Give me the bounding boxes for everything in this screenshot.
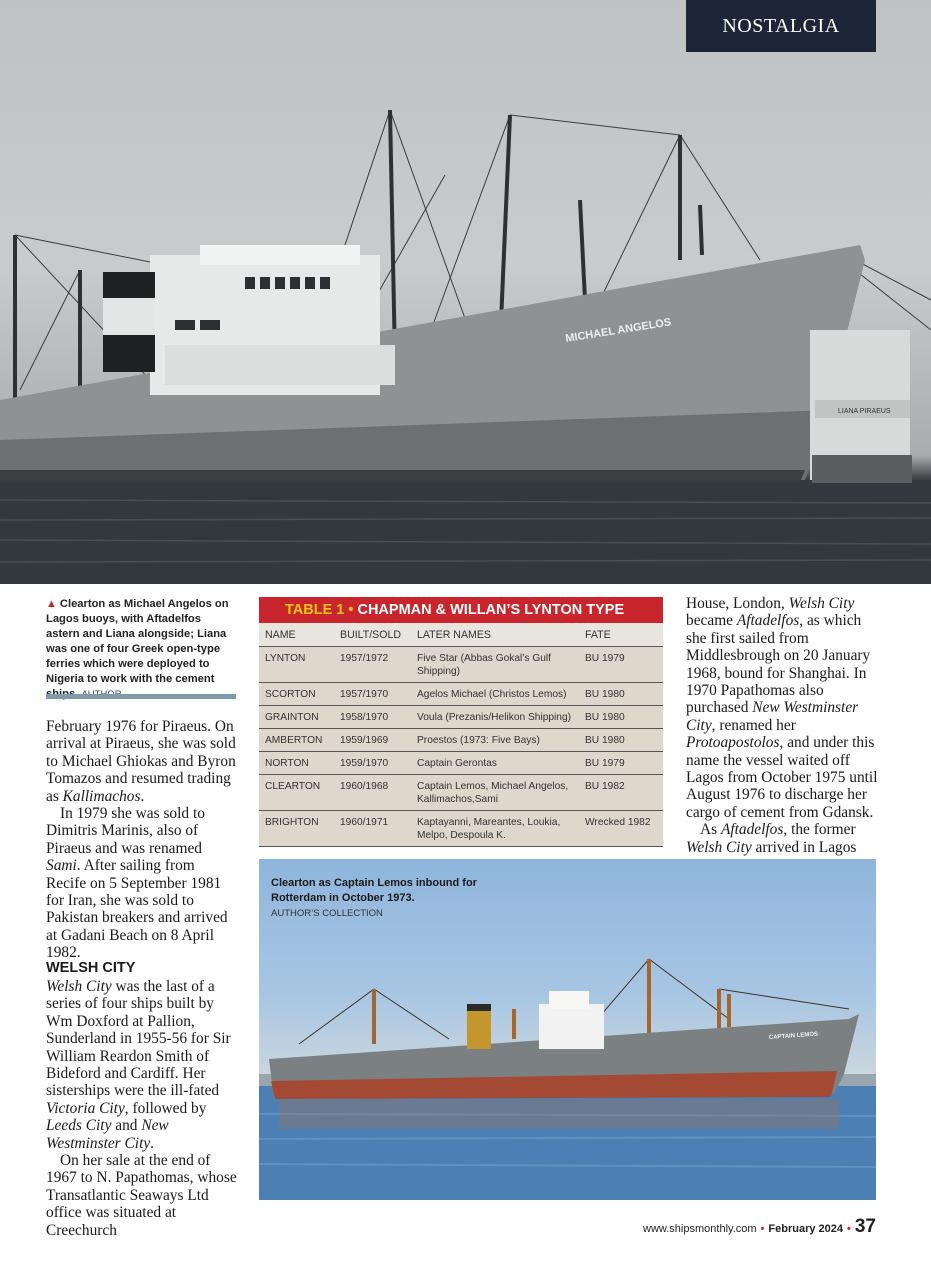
table-title xyxy=(259,597,663,623)
text-run: In 1979 she was sold to Dimitris Marinis, also of Piraeus and was renamed xyxy=(46,805,205,857)
cell-built-sold: 1959/1969 xyxy=(334,729,411,752)
caption-rule xyxy=(46,694,236,699)
bottom-photo-caption xyxy=(271,876,511,921)
text-run: arrived in Lagos xyxy=(751,838,857,856)
ship-name-italic: Welsh City xyxy=(788,595,855,612)
hull-name-text: CAPTAIN LEMOS xyxy=(768,1031,819,1041)
cell-later-names: Captain Lemos, Michael Angelos, Kallimachos,Sami xyxy=(411,775,579,811)
table-row xyxy=(259,729,663,752)
cell-built-sold: 1960/1971 xyxy=(334,811,411,847)
cell-name: GRAINTON xyxy=(259,706,334,729)
footer-separator: • xyxy=(760,1223,765,1235)
top-photo-caption xyxy=(46,597,236,702)
top-photo xyxy=(0,0,931,584)
cell-fate: BU 1980 xyxy=(579,683,663,706)
cell-fate: Wrecked 1982 xyxy=(579,811,663,847)
cell-built-sold: 1957/1970 xyxy=(334,683,411,706)
ship-name-italic: Welsh City xyxy=(686,838,752,856)
data-table xyxy=(259,623,663,847)
ship-name-italic: New Westminster City xyxy=(46,1117,169,1152)
caption-text: Clearton as Captain Lemos inbound for Rotterdam in October 1973. xyxy=(271,877,477,904)
table-row xyxy=(259,706,663,729)
right-paragraph-2 xyxy=(686,821,878,856)
cell-built-sold: 1960/1968 xyxy=(334,775,411,811)
left-column-bottom xyxy=(46,958,238,1239)
footer-separator: • xyxy=(847,1223,851,1235)
table-title-text: CHAPMAN & WILLAN’S LYNTON TYPE xyxy=(357,602,625,618)
section-heading-welsh-city: WELSH CITY xyxy=(46,960,136,976)
lynton-type-table xyxy=(259,597,663,847)
cell-fate: BU 1979 xyxy=(579,647,663,683)
ship-name-italic: Sami xyxy=(46,857,77,875)
hull-name-text: MICHAEL ANGELOS xyxy=(564,316,673,345)
cell-fate: BU 1982 xyxy=(579,775,663,811)
ship-name-italic: Welsh City xyxy=(46,978,112,995)
cell-later-names: Voula (Prezanis/Helikon Shipping) xyxy=(411,706,579,729)
text-run: , and under this name the vessel waited off Lagos from October 1975 until August 1976 to discharge her cargo of cement from Gdansk. xyxy=(686,734,878,821)
ship-illustration-michael-angelos xyxy=(0,0,931,584)
text-run: , as which she first sailed from Middlesbrough on 20 January 1968, bound for Shanghai. In 1970 Papathomas also purchased xyxy=(686,612,871,717)
text-run: , followed by xyxy=(124,1099,207,1117)
table-row xyxy=(259,683,663,706)
bottom-photo xyxy=(259,859,876,1200)
cell-later-names: Proestos (1973: Five Bays) xyxy=(411,729,579,752)
ferry-name-text: LIANA PIRAEUS xyxy=(838,408,891,415)
cell-name: LYNTON xyxy=(259,647,334,683)
left-paragraph-1 xyxy=(46,718,238,805)
cell-later-names: Captain Gerontas xyxy=(411,752,579,775)
cell-later-names: Kaptayanni, Mareantes, Loukia, Melpo, Despoula K. xyxy=(411,811,579,847)
text-run: was the last of a series of four ships built by Wm Doxford at Pallion, Sunderland in 1955-56 for Sir William Reardon Smith of Bideford and Cardiff. Her sisterships were the ill-fated xyxy=(46,978,231,1100)
table-row xyxy=(259,752,663,775)
page-number: 37 xyxy=(854,1216,876,1237)
text-run: and xyxy=(111,1117,142,1135)
cell-built-sold: 1958/1970 xyxy=(334,706,411,729)
header-name: NAME xyxy=(259,623,334,647)
caption-triangle-icon: ▲ xyxy=(46,598,57,610)
right-column xyxy=(686,595,878,856)
cell-fate: BU 1980 xyxy=(579,706,663,729)
cell-fate: BU 1979 xyxy=(579,752,663,775)
cell-name: AMBERTON xyxy=(259,729,334,752)
table-row xyxy=(259,811,663,847)
cell-fate: BU 1980 xyxy=(579,729,663,752)
text-run: , renamed her xyxy=(711,716,796,734)
text-run: , the former xyxy=(783,821,856,839)
section-tag: NOSTALGIA xyxy=(686,0,876,52)
left-paragraph-2 xyxy=(46,805,238,962)
text-run: House, London, xyxy=(686,595,789,612)
ship-name-italic: New Westminster City xyxy=(686,699,859,734)
footer-site-link[interactable]: www.shipsmonthly.com xyxy=(643,1223,757,1235)
header-later-names: LATER NAMES xyxy=(411,623,579,647)
header-built-sold: BUILT/SOLD xyxy=(334,623,411,647)
ship-name-italic: Aftadelfos xyxy=(736,612,800,630)
text-run: . After sailing from Recife on 5 September 1981 for Iran, she was sold to Pakistan breakers and arrived at Gadani Beach on 8 April 1982. xyxy=(46,857,228,962)
cell-later-names: Five Star (Abbas Gokal’s Gulf Shipping) xyxy=(411,647,579,683)
page-footer xyxy=(643,1216,876,1238)
footer-issue-date: February 2024 xyxy=(768,1223,843,1235)
left-column-top xyxy=(46,718,238,962)
caption-credit: AUTHOR’S COLLECTION xyxy=(271,908,383,919)
text-run: became xyxy=(686,612,737,630)
table-number: TABLE 1 • xyxy=(285,602,354,618)
right-paragraph-1 xyxy=(686,595,878,821)
header-fate: FATE xyxy=(579,623,663,647)
text-run: . xyxy=(140,787,145,805)
cell-name: SCORTON xyxy=(259,683,334,706)
cell-built-sold: 1957/1972 xyxy=(334,647,411,683)
cell-name: NORTON xyxy=(259,752,334,775)
left-paragraph-3 xyxy=(46,978,238,1152)
text-run: February 1976 for Piraeus. On arrival at Piraeus, she was sold to Michael Ghiokas and Byron Tomazos and resumed trading as xyxy=(46,718,236,805)
ship-name-italic: Leeds City xyxy=(46,1117,112,1135)
text-run: . xyxy=(150,1134,155,1152)
table-row xyxy=(259,775,663,811)
ship-name-italic: Kallimachos xyxy=(62,787,141,805)
left-paragraph-4: On her sale at the end of 1967 to N. Papathomas, whose Transatlantic Seaways Ltd office was situated at Creechurch xyxy=(46,1152,237,1239)
cell-built-sold: 1959/1970 xyxy=(334,752,411,775)
ship-name-italic: Victoria City xyxy=(46,1099,125,1117)
table-row xyxy=(259,647,663,683)
caption-text: Clearton as Michael Angelos on Lagos buoys, with Aftadelfos astern and Liana alongside; Liana was one of four Greek open-type ferries which were deployed to Nigeria to work with the cement xyxy=(46,598,229,685)
table-header-row xyxy=(259,623,663,647)
cell-name: BRIGHTON xyxy=(259,811,334,847)
text-run: As xyxy=(700,821,721,839)
ship-name-italic: Protoapostolos xyxy=(686,734,780,752)
ship-name-italic: Aftadelfos xyxy=(720,821,784,839)
cell-name: CLEARTON xyxy=(259,775,334,811)
cell-later-names: Agelos Michael (Christos Lemos) xyxy=(411,683,579,706)
